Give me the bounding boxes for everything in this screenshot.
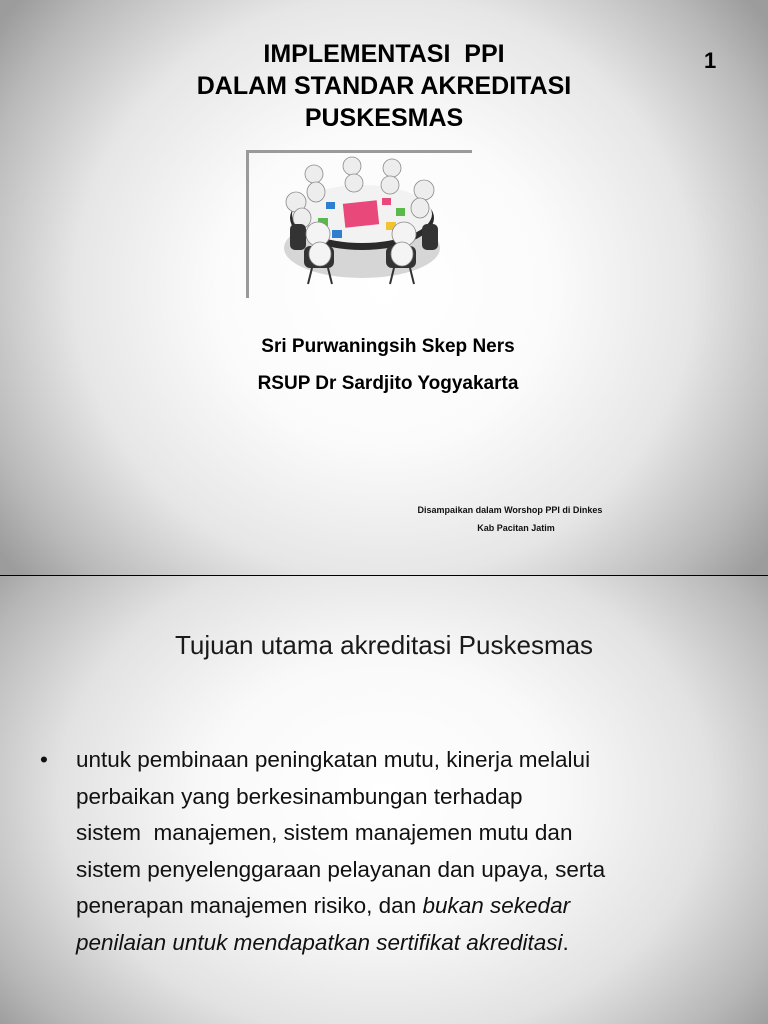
- bullet-item: [76, 742, 740, 961]
- team-meeting-puzzle-icon: [246, 150, 472, 298]
- title-line-3: PUSKESMAS: [304, 104, 464, 132]
- bullet-line-5-text: penerapan manajemen risiko, dan: [76, 893, 423, 918]
- presentation-note-line-2: Kab Pacitan Jatim: [477, 523, 555, 533]
- slide-title: [0, 38, 768, 134]
- bullet-icon: •: [40, 747, 48, 772]
- slide-2: [0, 576, 768, 1024]
- bullet-line-2: perbaikan yang berkesinambungan terhadap: [76, 783, 523, 809]
- bullet-line-1: untuk pembinaan peningkatan mutu, kinerja melalui: [76, 747, 591, 772]
- bullet-line-3: sistem manajemen, sistem manajemen mutu dan: [76, 820, 573, 845]
- slide-number: 1: [704, 48, 717, 73]
- bullet-line-5-italic: bukan sekedar: [422, 893, 571, 918]
- bullet-line-6-italic: penilaian untuk mendapatkan sertifikat akreditasi: [76, 929, 563, 955]
- bullet-line-6: [76, 925, 740, 962]
- bullet-line-5: [76, 888, 740, 925]
- title-line-2: DALAM STANDAR AKREDITASI: [196, 72, 572, 100]
- slide-title: Tujuan utama akreditasi Puskesmas: [174, 630, 594, 660]
- presentation-note-line-1: Disampaikan dalam Worshop PPI di Dinkes: [417, 505, 603, 515]
- bullet-line-4: sistem penyelenggaraan pelayanan dan upaya, serta: [76, 856, 606, 882]
- bullet-line-6-end: .: [562, 929, 569, 955]
- author-name: Sri Purwaningsih Skep Ners: [261, 336, 515, 357]
- author-organization: RSUP Dr Sardjito Yogyakarta: [257, 373, 519, 394]
- title-line-1: IMPLEMENTASI PPI: [263, 40, 505, 68]
